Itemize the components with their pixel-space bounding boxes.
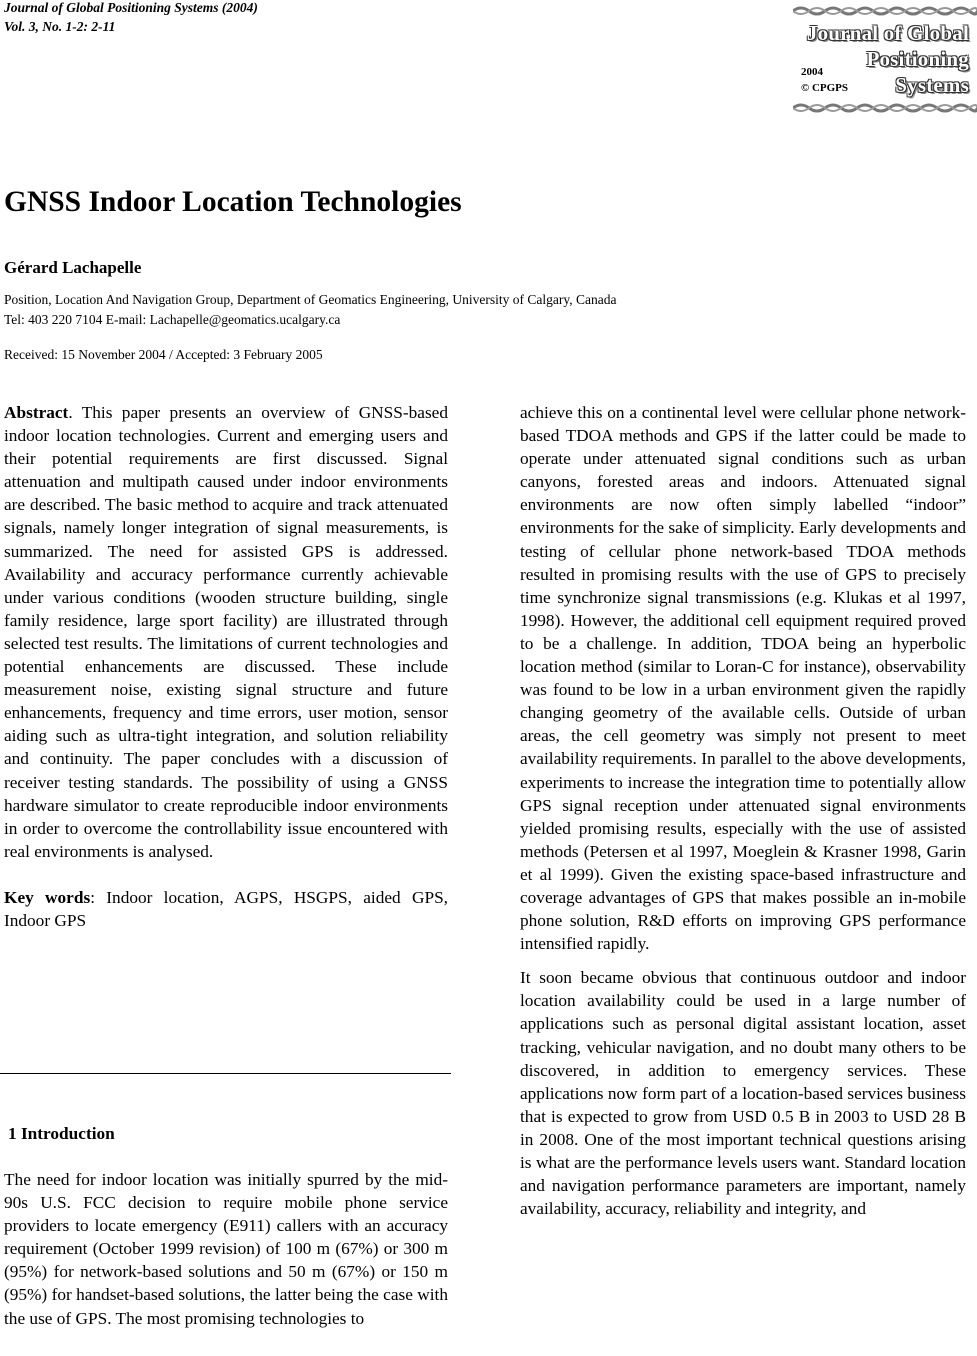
laurel-border-bottom-icon	[793, 102, 977, 114]
abstract-label: Abstract	[4, 403, 69, 422]
keywords-label: Key words	[4, 887, 91, 907]
logo-title-line2: Positioning	[866, 47, 969, 71]
author-contact: Tel: 403 220 7104 E-mail: Lachapelle@geomatics.ucalgary.ca	[4, 312, 341, 327]
laurel-border-top-icon	[793, 5, 977, 17]
author-name: Gérard Lachapelle	[4, 258, 142, 277]
journal-citation-line2: Vol. 3, No. 1-2: 2-11	[4, 19, 116, 34]
paper-title: GNSS Indoor Location Technologies	[4, 186, 462, 218]
left-column	[4, 401, 448, 932]
section-heading-introduction: 1 Introduction	[8, 1124, 115, 1143]
journal-citation-line1: Journal of Global Positioning Systems (2004)	[4, 0, 258, 15]
logo-title-line1: Journal of Global	[806, 21, 969, 45]
logo-title-line3: Systems	[895, 73, 969, 97]
section-divider	[0, 1073, 451, 1074]
right-paragraph-1: achieve this on a continental level were cellular phone network-based TDOA methods and GPS if the latter could be made to operate under attenuated signal conditions such as urban canyons, forested areas and indoors. Attenuated signal environments are now often simply labelled “indoor” environments for the sake of simplicity. Early developments and testing of cellular phone network-based TDOA methods resulted in promising results with the use of GPS to precisely time synchronize signal transmissions (e.g. Klukas et al 1997, 1998). However, the additional cell equipment required proved to be a challenge. In addition, TDOA being an hyperbolic location method (similar to Loran-C for instance), observability was found to be low in a urban environment given the rapidly changing geometry of the available cells. Outside of urban areas, the cell geometry was simply not present to meet availability requirements. In parallel to the above developments, experiments to increase the integration time to potentially allow GPS signal reception under attenuated signal environments yielded promising results, especially with the use of assisted methods (Petersen et al 1997, Moeglein & Krasner 1998, Garin et al 1999). Given the existing space-based infrastructure and coverage advantages of GPS that makes possible an in-mobile phone solution, R&D efforts on improving GPS performance intensified rapidly.	[520, 403, 966, 954]
author-affiliation: Position, Location And Navigation Group, Department of Geomatics Engineering, University of Calgary, Canada	[4, 292, 617, 307]
journal-logo	[793, 2, 977, 117]
received-dates: Received: 15 November 2004 / Accepted: 3 February 2005	[4, 347, 323, 362]
abstract-paragraph	[4, 401, 448, 863]
logo-year: 2004	[801, 66, 823, 78]
right-paragraph-2: It soon became obvious that continuous outdoor and indoor location availability could be used in a large number of applications such as personal digital assistant location, asset tracking, vehicular navigation, and no doubt many others to be discovered, in addition to emergency services. These applications now form part of a location-based services business that is expected to grow from USD 0.5 B in 2003 to USD 28 B in 2008. One of the most important technical questions arising is what are the performance levels users want. Standard location and navigation performance parameters are important, namely availability, accuracy, reliability and integrity, and	[520, 968, 966, 1219]
right-column	[520, 401, 966, 1220]
introduction-paragraph: The need for indoor location was initially spurred by the mid-90s U.S. FCC decision to require mobile phone service providers to locate emergency (E911) callers with an accuracy requirement (October 1999 revision) of 100 m (67%) or 300 m (95%) for network-based solutions and 50 m (67%) or 150 m (95%) for handset-based solutions, the latter being the case with the use of GPS. The most promising technologies to	[4, 1170, 448, 1328]
keywords-paragraph	[4, 886, 448, 932]
keywords-text: : Indoor location, AGPS, HSGPS, aided GPS, Indoor GPS	[4, 887, 448, 930]
introduction-body	[4, 1168, 448, 1330]
logo-copyright: © CPGPS	[801, 82, 849, 94]
abstract-text: . This paper presents an overview of GNSS-based indoor location technologies. Current and emerging users and their potential requirements are first discussed. Signal attenuation and multipath caused under indoor environments are described. The basic method to acquire and track attenuated signals, namely longer integration of signal measurements, is summarized. The need for assisted GPS is addressed. Availability and accuracy performance currently achievable under various conditions (wooden structure building, single family residence, large sport facility) are illustrated through selected test results. The limitations of current technologies and potential enhancements are discussed. These include measurement noise, existing signal structure and future enhancements, frequency and time errors, user motion, sensor aiding such as ultra-tight integration, and solution reliability and continuity. The paper concludes with a discussion of receiver testing standards. The possibility of using a GNSS hardware simulator to create reproducible indoor environments in order to overcome the controllability issue encountered with real environments is analysed.	[4, 403, 448, 861]
